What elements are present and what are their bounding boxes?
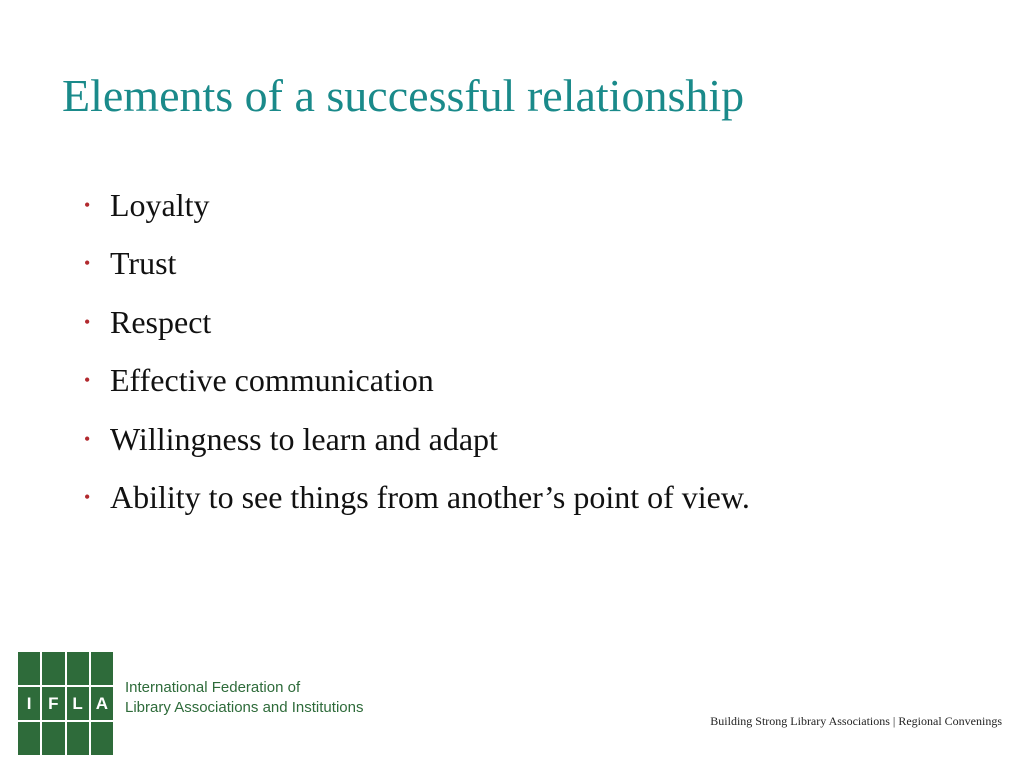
- logo-letter: F: [42, 687, 64, 720]
- ifla-logo: [18, 652, 113, 755]
- bullet-icon: •: [84, 370, 91, 391]
- bullet-text: Loyalty: [110, 187, 210, 223]
- bullet-text: Trust: [110, 245, 177, 282]
- bullet-icon: •: [84, 486, 91, 507]
- organization-name-line-2: Library Associations and Institutions: [125, 699, 364, 716]
- bullet-icon: •: [84, 311, 91, 332]
- logo-cell: [18, 652, 40, 685]
- logo-cell: [91, 722, 113, 755]
- bullet-text: Respect: [110, 303, 212, 340]
- bullet-icon: •: [84, 428, 91, 449]
- logo-cell: [67, 652, 89, 685]
- logo-letter: I: [18, 687, 40, 720]
- footer-text: Building Strong Library Associations | Regional Convenings: [710, 714, 1002, 728]
- logo-cell: [18, 722, 40, 755]
- logo-letter: A: [91, 687, 113, 720]
- bullet-text: Willingness to learn and adapt: [110, 420, 498, 457]
- organization-name-line-1: International Federation of: [125, 679, 301, 696]
- bullet-icon: •: [84, 195, 91, 215]
- bullet-icon: •: [84, 253, 91, 274]
- slide-title: Elements of a successful relationship: [62, 70, 745, 121]
- logo-cell: [67, 722, 89, 755]
- logo-letter: L: [67, 687, 89, 720]
- bullet-text: Effective communication: [110, 362, 434, 399]
- organization-name: [125, 678, 363, 718]
- logo-cell: [42, 652, 64, 685]
- bullet-text: Ability to see things from another’s point of view.: [110, 478, 750, 515]
- logo-cell: [91, 652, 113, 685]
- logo-cell: [42, 722, 64, 755]
